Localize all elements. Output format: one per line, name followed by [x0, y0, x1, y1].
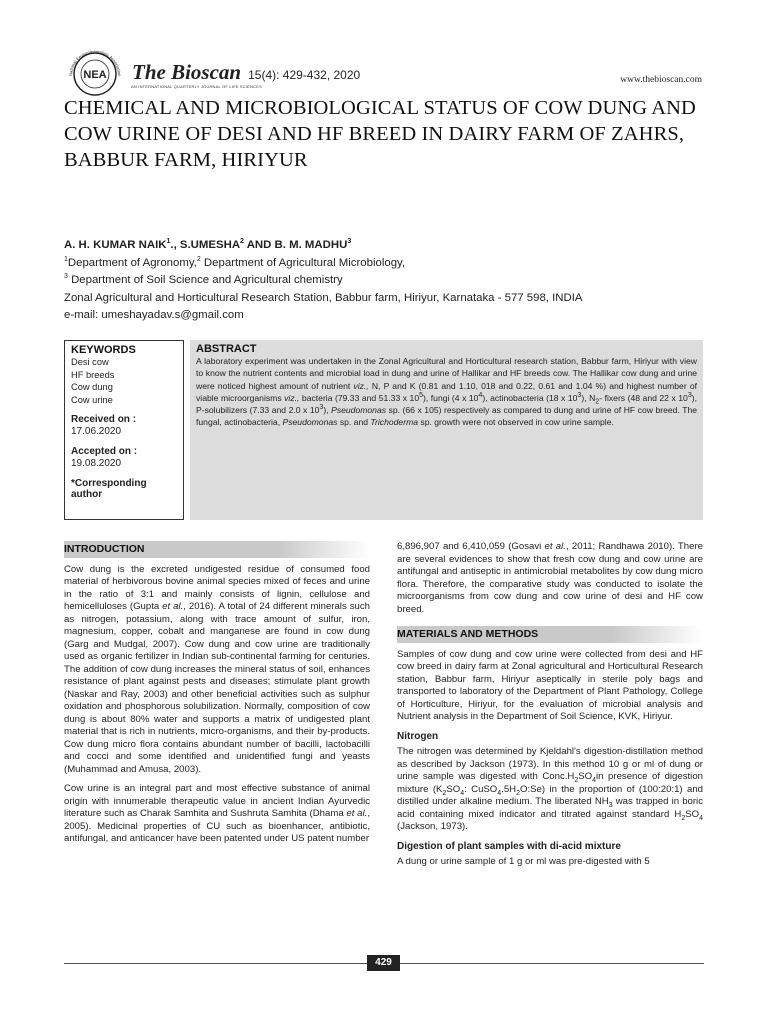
intro-paragraph-1: Cow dung is the excreted undigested residue of consumed food material of herbivorous bovine animal species mixed of feces and urine in the ratio of 3:1 and mainly consists of lignin, cellulose and hemicelluloses (Gupta et al., 2016). A total of 24 different minerals such as nitrogen, potassium, along with trace amount of sulfur, iron, magnesium, copper, cobalt and manganese are found in cow dung (Garg and Mudgal, 2007). Cow dung and cow urine are traditionally used as organic fertilizer in Indian sub-continental farming for centuries. The addition of cow dung increases the mineral status of soil, enhances resistance of plant against pests and diseases; stimulate plant growth (Naskar and Ray, 2003) and other beneficial activities such as sulphur oxidation and phosphorous solubilization. Normally, composition of cow dung is about 80% water and supports a matrix of undigested plant material that is rich in nutrients, micro-organisms, and their by-products. Cow dung micro flora contains abundant number of bacilli, lactobacilli and cocci and some identified and unidentified fungi and yeasts (Muhammad and Amusa, 2003).	[64, 563, 370, 775]
keywords-box	[64, 340, 184, 520]
page-number: 429	[367, 955, 400, 971]
keyword-item: Desi cow	[71, 357, 109, 367]
accepted-label: Accepted on :	[71, 446, 138, 457]
journal-issue: 15(4): 429-432, 2020	[248, 68, 361, 82]
left-column	[64, 541, 370, 853]
introduction-heading: INTRODUCTION	[64, 541, 370, 558]
affiliation-3: Zonal Agricultural and Horticultural Research Station, Babbur farm, Hiriyur, Karnataka - 577 598, INDIA	[64, 291, 583, 304]
materials-methods-heading: MATERIALS AND METHODS	[397, 626, 703, 643]
logo-text: NEA	[83, 69, 107, 81]
intro-continued-paragraph: 6,896,907 and 6,410,059 (Gosavi et al., 2011; Randhawa 2010). There are several evidences to show that fresh cow dung and cow urine are antifungal and antiseptic in antimicrobial metabolites by cow dung micro flora. Therefore, the comparative study was conducted to isolate the microorganisms from cow dung and cow urine of desi and HF cow breed.	[397, 541, 703, 615]
email[interactable]: e-mail: umeshayadav.s@gmail.com	[64, 309, 244, 321]
logo-ring-text: National Environmentalists Association	[67, 48, 123, 77]
nitrogen-heading: Nitrogen	[397, 730, 439, 742]
keyword-item: Cow urine	[71, 394, 113, 405]
journal-tagline: AN INTERNATIONAL QUARTERLY JOURNAL OF LIFE SCIENCES	[131, 84, 262, 89]
journal-name: The Bioscan	[132, 60, 242, 84]
keyword-item: HF breeds	[71, 369, 115, 380]
received-date: 17.06.2020	[71, 426, 122, 437]
paper-title: CHEMICAL AND MICROBIOLOGICAL STATUS OF COW DUNG AND COW URINE OF DESI AND HF BREED IN DAIRY FARM OF ZAHRS, BABBUR FARM, HIRIYUR	[64, 97, 696, 171]
accepted-date: 19.08.2020	[71, 458, 122, 469]
abstract-box	[190, 340, 703, 520]
digestion-heading: Digestion of plant samples with di-acid mixture	[397, 840, 621, 852]
nitrogen-paragraph: The nitrogen was determined by Kjeldahl's digestion-distillation method as described by Jackson (1973). In this method 10 g or ml of dung or urine sample was digested with $Conc.H_2SO_4in$ presence of digestion mixture ($K_2SO_4$: $CuSO_4.5H_2O:Se$) in the proportion of (100:20:1) and distilled under alkaline medium. The liberated $NH_3$ was trapped in boric acid containing mixed indicator and titrated against standard $H_2SO_4$ (Jackson, 1973).	[397, 746, 703, 832]
right-column	[397, 541, 703, 876]
author-names: A. H. KUMAR NAIK$^1$., S.UMESHA$^2$ AND B. M. MADHU$^3$	[64, 238, 352, 251]
abstract-title: ABSTRACT	[196, 343, 257, 355]
keywords-title: KEYWORDS	[71, 344, 136, 356]
journal-masthead	[132, 60, 360, 85]
affiliation-2: $^3$ Department of Soil Science and Agricultural chemistry	[64, 273, 343, 286]
keyword-item: Cow dung	[71, 382, 113, 392]
digestion-paragraph: A dung or urine sample of 1 g or ml was pre-digested with 5	[397, 856, 650, 867]
materials-methods-paragraph: Samples of cow dung and cow urine were collected from desi and HF cow breed in dairy farm at Zonal agricultural and Horticultural Research station, Babbur farm, Hiriyur aseptically in sterile poly bags and transported to laboratory of the Department of Plant Pathology, College of Horticulture, Hiriyur, for the evaluation of microbial analysis and Nutrient analysis in the Department of Soil Science, KVK, Hiriyur.	[397, 648, 703, 722]
affiliation-1: $^1$Department of Agronomy,$^2$ Department of Agricultural Microbiology,	[64, 255, 406, 269]
received-label: Received on :	[71, 414, 137, 425]
abstract-text: A laboratory experiment was undertaken in the Zonal Agricultural and Horticultural research station, Babbur farm, Hiriyur with view to know the nutrient contents and microbial load in dung and urine of Hallikar and HF breeds cow. The Hallikar cow dung and urine were noticed highest amount of nutrient viz., N, P and K (0.81 and 1.10, 018 and 0.22, 0.61 and 1.04 %) and highest number of viable microorganisms viz., bacteria (79.33 and 51.33 x $10^5$), fungi (4 x $10^4$), actinobacteria (18 x $10^3$), $N_2-$ fixers (48 and 22 x $10^3$), P-solubilizers (7.33 and 2.0 x $10^3$), Pseudomonas sp. (66 x 105) respectively as compared to dung and urine of HF cow breed. The fungal, actinobacteria, Pseudomonas sp. and Trichoderma sp. growth were not observed in cow urine sample.	[196, 356, 697, 428]
author-block	[64, 237, 704, 325]
journal-logo-seal	[64, 46, 126, 96]
journal-website[interactable]: www.thebioscan.com	[620, 75, 702, 85]
corresponding-author-label: *Corresponding author	[71, 478, 147, 500]
intro-paragraph-2: Cow urine is an integral part and most effective substance of animal origin with innumerable therapeutic value in ancient Indian Ayurvedic literature such as Charak Samhita and Sushruta Samhita (Dhama et al., 2005). Medicinal properties of CU such as bioenhancer, antibiotic, antifungal, and anticancer have been patented under US patent number	[64, 783, 370, 844]
